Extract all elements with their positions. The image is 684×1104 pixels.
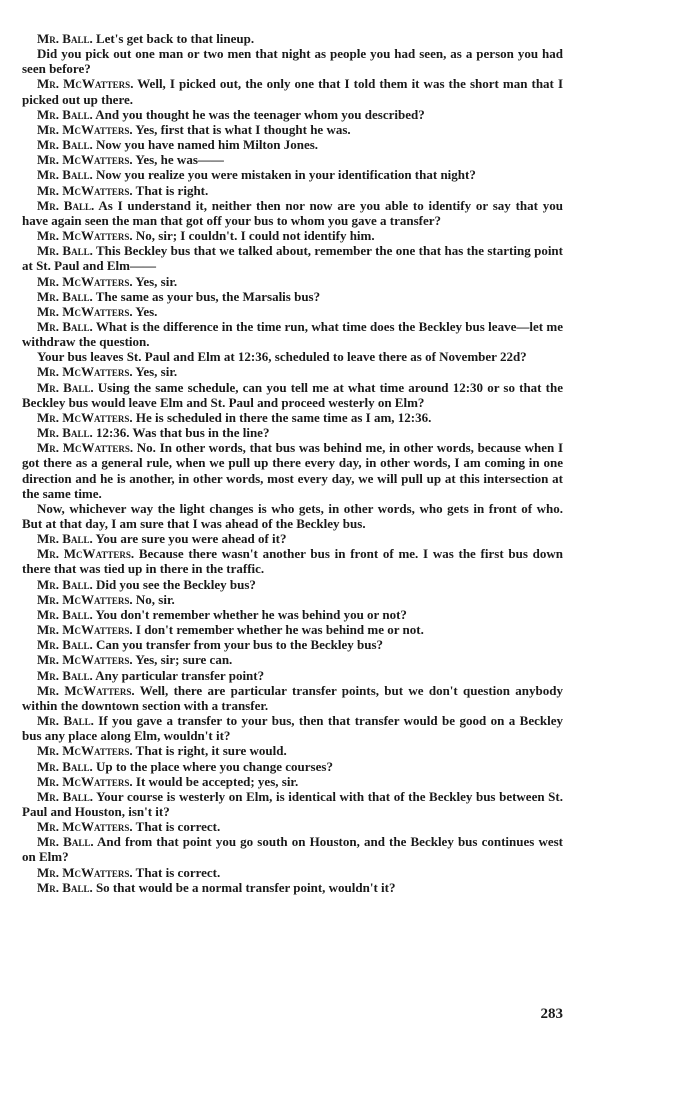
testimony-paragraph bbox=[22, 228, 563, 243]
speaker-name: Mr. McWatters. bbox=[37, 622, 133, 638]
testimony-paragraph bbox=[22, 607, 563, 622]
page-number: 283 bbox=[540, 1006, 563, 1022]
speaker-name: Mr. Ball. bbox=[37, 531, 93, 547]
testimony-paragraph bbox=[22, 122, 563, 137]
testimony-paragraph bbox=[22, 380, 563, 410]
testimony-paragraph bbox=[22, 759, 563, 774]
testimony-paragraph bbox=[22, 834, 563, 864]
speech-text: That is correct. bbox=[132, 864, 221, 880]
speech-text: That is right. bbox=[132, 182, 209, 198]
speech-text: Yes. bbox=[132, 303, 158, 319]
testimony-paragraph bbox=[22, 198, 563, 228]
speech-text: You don't remember whether he was behind you or not? bbox=[92, 606, 407, 622]
speech-text: Your bus leaves St. Paul and Elm at 12:36, scheduled to leave there as of November 22d? bbox=[37, 349, 527, 365]
speech-text: You are sure you were ahead of it? bbox=[92, 531, 287, 547]
testimony-paragraph bbox=[22, 637, 563, 652]
speaker-name: Mr. McWatters. bbox=[37, 303, 133, 319]
speaker-name: Mr. Ball. bbox=[37, 713, 94, 729]
speech-text: If you gave a transfer to your bus, then that transfer would be good on a Beckley bus any place along Elm, wouldn't it? bbox=[22, 713, 563, 744]
testimony-paragraph bbox=[22, 152, 563, 167]
testimony-paragraph bbox=[22, 46, 563, 76]
testimony-paragraph bbox=[22, 713, 563, 743]
testimony-paragraph bbox=[22, 743, 563, 758]
speaker-name: Mr. McWatters. bbox=[37, 743, 133, 759]
speech-text: Well, there are particular transfer points, but we don't question anybody within the downtown section with a transfer. bbox=[22, 682, 563, 713]
speaker-name: Mr. Ball. bbox=[37, 106, 93, 122]
testimony-paragraph bbox=[22, 289, 563, 304]
testimony-paragraph bbox=[22, 683, 563, 713]
testimony-paragraph bbox=[22, 76, 563, 106]
testimony-paragraph bbox=[22, 304, 563, 319]
speaker-name: Mr. McWatters. bbox=[37, 76, 134, 92]
speech-text: I don't remember whether he was behind me or not. bbox=[132, 622, 424, 638]
speaker-name: Mr. McWatters. bbox=[37, 121, 133, 137]
speaker-name: Mr. McWatters. bbox=[37, 440, 134, 456]
testimony-paragraph bbox=[22, 577, 563, 592]
speaker-name: Mr. Ball. bbox=[37, 379, 94, 395]
testimony-paragraph bbox=[22, 107, 563, 122]
testimony-paragraph bbox=[22, 167, 563, 182]
testimony-paragraph bbox=[22, 243, 563, 273]
testimony-paragraph bbox=[22, 31, 563, 46]
testimony-paragraph bbox=[22, 652, 563, 667]
testimony-paragraph bbox=[22, 440, 563, 501]
testimony-paragraph bbox=[22, 668, 563, 683]
testimony-paragraph bbox=[22, 183, 563, 198]
speaker-name: Mr. Ball. bbox=[37, 788, 94, 804]
speaker-name: Mr. Ball. bbox=[37, 167, 93, 183]
speech-text: Yes, he was—— bbox=[132, 152, 224, 168]
testimony-paragraph bbox=[22, 425, 563, 440]
testimony-paragraph bbox=[22, 501, 563, 531]
testimony-paragraph bbox=[22, 789, 563, 819]
testimony-paragraph bbox=[22, 819, 563, 834]
speech-text: This Beckley bus that we talked about, remember the one that has the starting point at St. Paul and Elm—— bbox=[22, 243, 563, 274]
speech-text: Can you transfer from your bus to the Beckley bus? bbox=[92, 637, 384, 653]
speaker-name: Mr. McWatters. bbox=[37, 546, 135, 562]
speech-text: And from that point you go south on Houston, and the Beckley bus continues west on Elm? bbox=[22, 834, 563, 865]
speech-text: Any particular transfer point? bbox=[92, 667, 265, 683]
speaker-name: Mr. McWatters. bbox=[37, 819, 133, 835]
speaker-name: Mr. Ball. bbox=[37, 834, 94, 850]
testimony-paragraph bbox=[22, 531, 563, 546]
speech-text: As I understand it, neither then nor now are you able to identify or say that you have again seen the man that got off your bus to whom you gave a transfer? bbox=[22, 197, 563, 228]
testimony-paragraph bbox=[22, 319, 563, 349]
testimony-paragraph bbox=[22, 349, 563, 364]
speech-text: Yes, sir. bbox=[132, 273, 178, 289]
speech-text: That is correct. bbox=[132, 819, 221, 835]
speech-text: What is the difference in the time run, what time does the Beckley bus leave—let me withdraw the question. bbox=[22, 318, 563, 350]
speech-text: It would be accepted; yes, sir. bbox=[132, 773, 299, 789]
speech-text: So that would be a normal transfer point, wouldn't it? bbox=[92, 879, 396, 895]
speech-text: Yes, sir. bbox=[132, 364, 178, 380]
speech-text: Yes, sir; sure can. bbox=[132, 652, 233, 668]
testimony-paragraph bbox=[22, 865, 563, 880]
testimony-paragraph bbox=[22, 364, 563, 379]
speech-text: Did you pick out one man or two men that night as people you had seen, as a person you had seen before? bbox=[22, 46, 563, 77]
speaker-name: Mr. Ball. bbox=[37, 667, 93, 683]
speech-text: No. In other words, that bus was behind me, in other words, because when I got there as a general rule, when we pull up there every day, in other words, I am coming in one direction and he is another, in other words, most every day, we will pull up at this intersection at the same time. bbox=[22, 440, 564, 501]
speaker-name: Mr. McWatters. bbox=[37, 652, 133, 668]
speech-text: 12:36. Was that bus in the line? bbox=[92, 425, 270, 441]
speaker-name: Mr. Ball. bbox=[37, 31, 93, 46]
speech-text: Let's get back to that lineup. bbox=[92, 31, 255, 46]
speech-text: The same as your bus, the Marsalis bus? bbox=[92, 288, 321, 304]
speech-text: He is scheduled in there the same time as I am, 12:36. bbox=[132, 409, 432, 425]
testimony-text bbox=[22, 31, 563, 895]
speaker-name: Mr. Ball. bbox=[37, 197, 95, 213]
speech-text: Now you realize you were mistaken in your identification that night? bbox=[92, 167, 476, 183]
speech-text: Did you see the Beckley bus? bbox=[92, 576, 256, 592]
speaker-name: Mr. McWatters. bbox=[37, 864, 133, 880]
speech-text: Because there wasn't another bus in front of me. I was the first bus down there that was tied up in there in the traffic. bbox=[22, 546, 563, 577]
speech-text: No, sir. bbox=[132, 591, 175, 607]
speech-text: Now, whichever way the light changes is who gets, in other words, who gets in front of who. But at that day, I am sure that I was ahead of the Beckley bus. bbox=[22, 500, 563, 531]
testimony-paragraph bbox=[22, 410, 563, 425]
speech-text: And you thought he was the teenager whom you described? bbox=[92, 106, 425, 122]
speech-text: That is right, it sure would. bbox=[132, 743, 287, 759]
speaker-name: Mr. McWatters. bbox=[37, 364, 133, 380]
speaker-name: Mr. McWatters. bbox=[37, 409, 133, 425]
speaker-name: Mr. Ball. bbox=[37, 137, 93, 153]
testimony-paragraph bbox=[22, 546, 563, 576]
speech-text: Your course is westerly on Elm, is identical with that of the Beckley bus between St. Paul and Houston, isn't it? bbox=[22, 788, 563, 819]
testimony-paragraph bbox=[22, 774, 563, 789]
speech-text: No, sir; I couldn't. I could not identify him. bbox=[132, 228, 375, 244]
testimony-paragraph bbox=[22, 880, 563, 895]
speaker-name: Mr. Ball. bbox=[37, 758, 93, 774]
testimony-paragraph bbox=[22, 622, 563, 637]
speech-text: Yes, first that is what I thought he was. bbox=[132, 121, 351, 137]
speaker-name: Mr. McWatters. bbox=[37, 591, 133, 607]
speaker-name: Mr. McWatters. bbox=[37, 228, 133, 244]
speaker-name: Mr. Ball. bbox=[37, 425, 93, 441]
speaker-name: Mr. Ball. bbox=[37, 637, 93, 653]
testimony-paragraph bbox=[22, 592, 563, 607]
speaker-name: Mr. McWatters. bbox=[37, 182, 133, 198]
speech-text: Now you have named him Milton Jones. bbox=[92, 137, 319, 153]
speech-text: Up to the place where you change courses? bbox=[92, 758, 333, 774]
speech-text: Using the same schedule, can you tell me at what time around 12:30 or so that the Beckley bus would leave Elm and St. Paul and proceed westerly on Elm? bbox=[22, 379, 564, 410]
speaker-name: Mr. Ball. bbox=[37, 879, 93, 895]
testimony-paragraph bbox=[22, 274, 563, 289]
speaker-name: Mr. McWatters. bbox=[37, 273, 133, 289]
speaker-name: Mr. Ball. bbox=[37, 576, 93, 592]
speech-text: Well, I picked out, the only one that I told them it was the short man that I picked out up there. bbox=[22, 76, 564, 107]
speaker-name: Mr. McWatters. bbox=[37, 682, 135, 698]
speaker-name: Mr. McWatters. bbox=[37, 773, 133, 789]
speaker-name: Mr. Ball. bbox=[37, 288, 93, 304]
speaker-name: Mr. Ball. bbox=[37, 318, 93, 334]
speaker-name: Mr. Ball. bbox=[37, 606, 93, 622]
speaker-name: Mr. Ball. bbox=[37, 243, 93, 259]
testimony-paragraph bbox=[22, 137, 563, 152]
speaker-name: Mr. McWatters. bbox=[37, 152, 133, 168]
